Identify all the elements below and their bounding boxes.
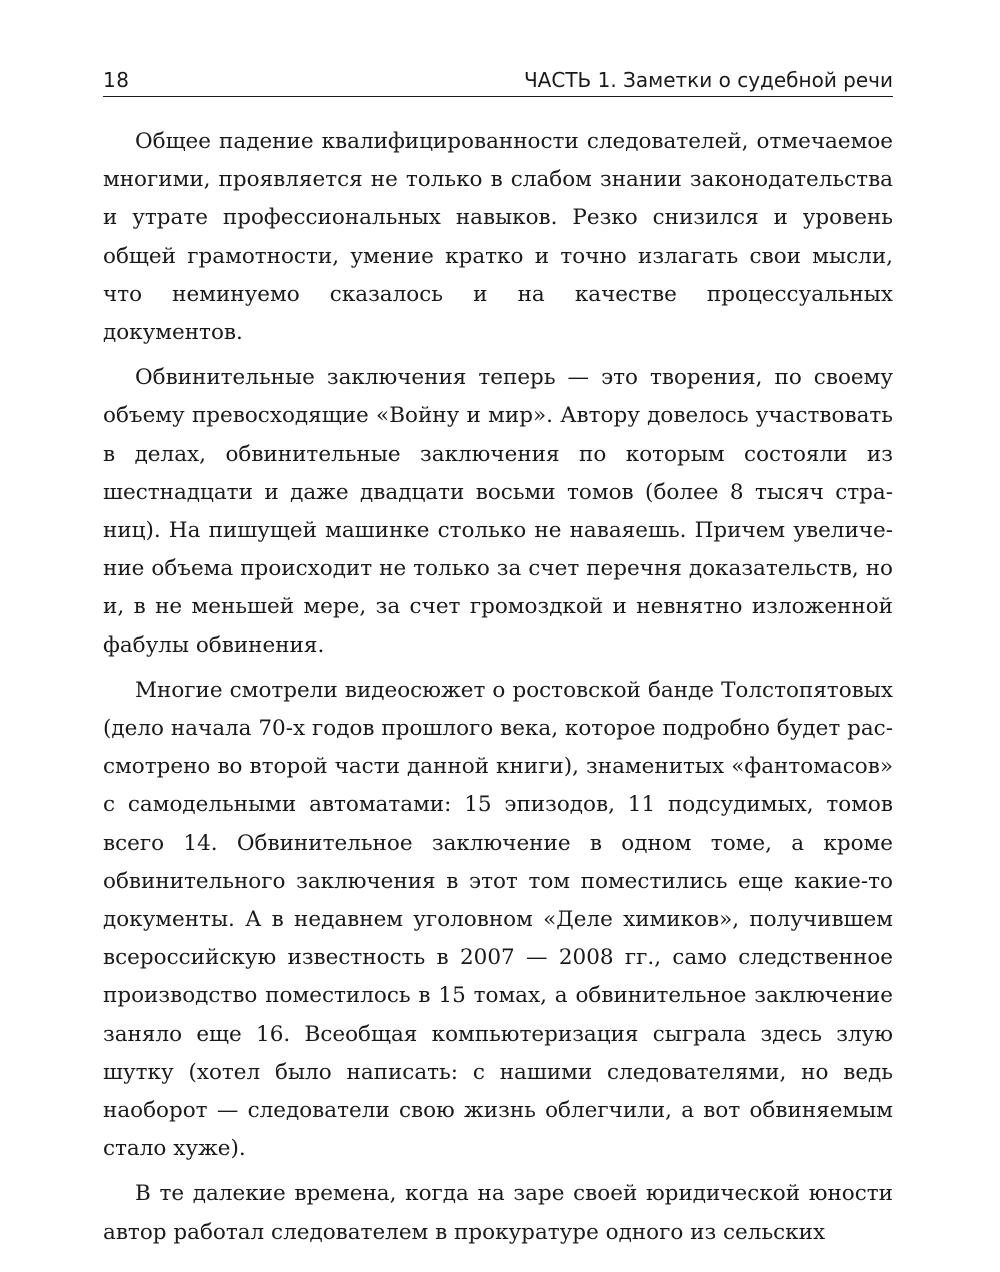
paragraph: Многие смотрели видеосюжет о ростовской банде Толстопятовых (дело начала 70-х годов прошлого века, которое подробно будет рассмотрено во второй части данной книги), знаменитых «фантомасов» с самодельными автоматами: 15 эпизодов, 11 подсудимых, томов всего 14. Обвинительное заключение в одном томе, а кроме обвинительного заключения в этот том поместились еще какие-то документы. А в недавнем уголовном «Деле химиков», получившем всероссийскую известность в 2007 — 2008 гг., само следственное производство поместилось в 15 томах, а обвинительное заключение заняло еще 16. Всеобщая компьютеризация сыграла здесь злую шутку (хотел было написать: с нашими следователями, но ведь наоборот — следователи свою жизнь облегчили, а вот обвиняемым стало хуже). <box>103 677 893 1162</box>
book-page <box>103 66 893 1259</box>
paragraph: В те далекие времена, когда на заре своей юридической юности автор работал следователем в прокуратуре одного из сельских <box>103 1181 893 1245</box>
running-header <box>103 66 893 97</box>
paragraph: Обвинительные заключения теперь — это творения, по своему объему превосходящие «Войну и мир». Автору довелось участвовать в делах, обвинительные заключения по которым состояли из шестнадцати и даже двадцати восьми томов (более 8 тысяч страниц). На пишущей машинке столько не наваяешь. Причем увеличение объема происходит не только за счет перечня доказательств, но и, в не меньшей мере, за счет громоздкой и невнятно изложенной фабулы обвинения. <box>103 365 893 658</box>
body-text <box>103 123 893 1252</box>
page-number: 18 <box>103 68 130 92</box>
paragraph: Общее падение квалифицированности следователей, отмечаемое многими, проявляется не только в слабом знании законодательства и утрате профессиональных навыков. Резко снизился и уровень общей грамотности, умение кратко и точно излагать свои мысли, что неминуемо сказалось и на качестве процессуальных документов. <box>103 129 893 346</box>
section-title: ЧАСТЬ 1. Заметки о судебной речи <box>523 68 893 92</box>
